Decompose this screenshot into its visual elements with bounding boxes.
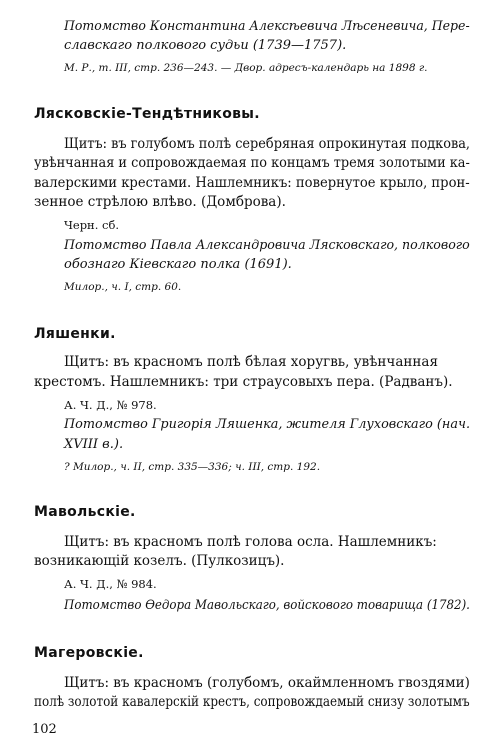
- shield-description: полѣ золотой кавалерскій крестъ, сопровождаемый снизу золотымъ: [34, 694, 470, 710]
- shield-description: Щитъ: въ красномъ полѣ голова осла. Нашлемникъ:: [64, 534, 437, 550]
- lineage-description: Потомство Григорія Ляшенка, жителя Глуховскаго (нач.: [64, 417, 471, 432]
- lineage-description: обознаго Кіевскаго полка (1691).: [64, 257, 292, 272]
- family-title: Лясковскіе-Тендѣтниковы.: [34, 106, 260, 122]
- lineage-description: Потомство Павла Александровича Лясковскаго, полкового: [64, 238, 470, 253]
- page-number: 102: [32, 722, 57, 737]
- shield-description: крестомъ. Нашлемникъ: три страусовыхъ пера. (Радванъ).: [34, 374, 453, 390]
- family-title: Магеровскіе.: [34, 645, 144, 661]
- lineage-description: Потомство Ѳедора Мавольскаго, войскового товарища (1782).: [64, 598, 470, 613]
- shield-description: увѣнчанная и сопровождаемая по концамъ тремя золотыми ка-: [34, 155, 470, 171]
- source-reference: ? Милор., ч. II, стр. 335—336; ч. III, стр. 192.: [64, 461, 321, 473]
- family-title: Мавольскіе.: [34, 504, 136, 520]
- shield-description: возникающій козелъ. (Пулкозицъ).: [34, 553, 285, 569]
- lineage-description: XVIII в.).: [64, 437, 124, 452]
- shield-description: Щитъ: въ красномъ полѣ бѣлая хоругвь, увѣнчанная: [64, 354, 438, 370]
- source-reference: М. Р., т. III, стр. 236—243. — Двор. адресъ-календарь на 1898 г.: [64, 62, 428, 74]
- shield-description: зенное стрѣлою влѣво. (Домброва).: [34, 194, 286, 210]
- shield-description: Щитъ: въ красномъ (голубомъ, окаймленномъ гвоздями): [64, 675, 470, 691]
- citation: Черн. сб.: [64, 218, 120, 232]
- citation: А. Ч. Д., № 978.: [64, 398, 157, 412]
- shield-description: Щитъ: въ голубомъ полѣ серебряная опрокинутая подкова,: [64, 136, 471, 152]
- lineage-description: Потомство Константина Алексѣевича Лѣсеневича, Пере-: [64, 19, 470, 34]
- lineage-description: славскаго полкового судьи (1739—1757).: [64, 38, 347, 53]
- shield-description: валерскими крестами. Нашлемникъ: повернутое крыло, прон-: [34, 175, 470, 191]
- source-reference: Милор., ч. I, стр. 60.: [64, 281, 182, 293]
- citation: А. Ч. Д., № 984.: [64, 577, 157, 591]
- family-title: Ляшенки.: [34, 326, 116, 342]
